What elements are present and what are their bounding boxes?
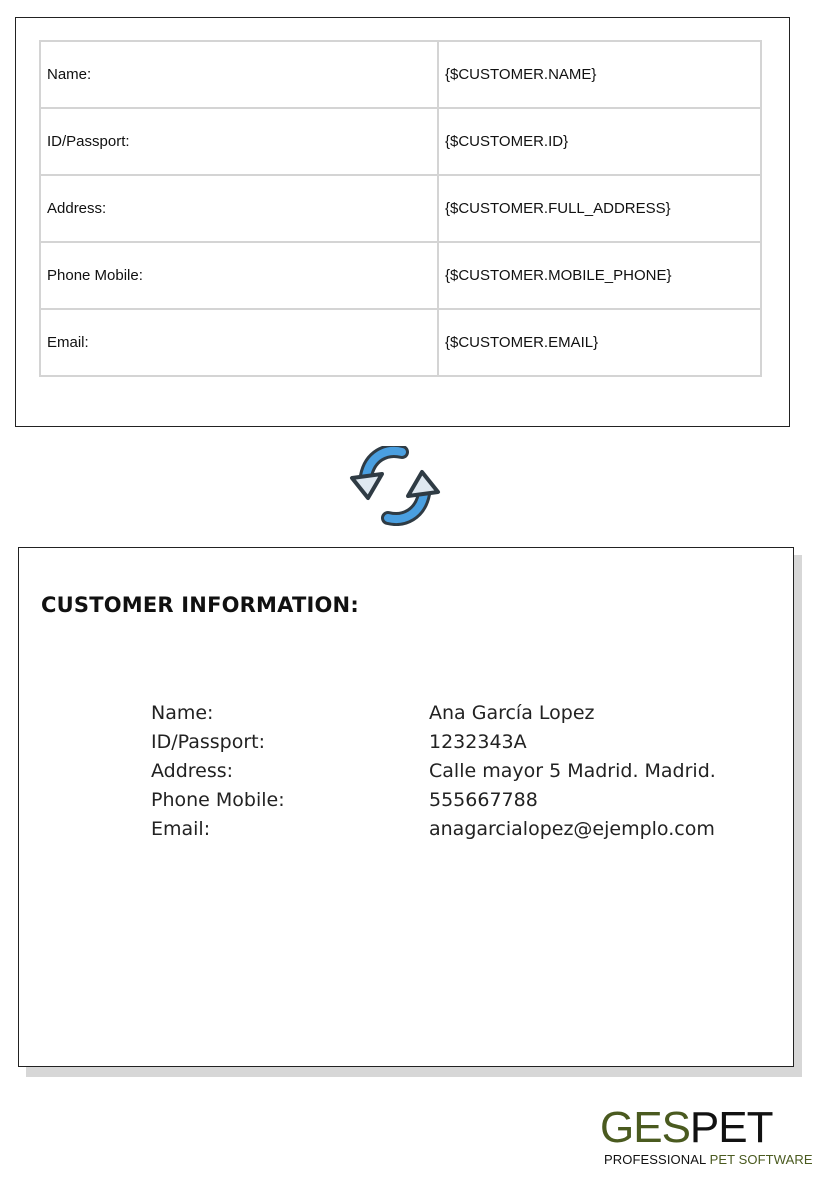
info-label: Phone Mobile: [151,788,285,811]
template-label: Phone Mobile: [40,242,438,309]
template-row [40,41,761,108]
template-label: ID/Passport: [40,108,438,175]
template-panel [15,17,790,427]
template-row [40,242,761,309]
logo-tagline-part1: PROFESSIONAL [604,1152,710,1167]
info-label: Email: [151,817,211,840]
template-placeholder: {$CUSTOMER.EMAIL} [438,309,761,376]
template-label: Name: [40,41,438,108]
template-label: Address: [40,175,438,242]
template-label: Email: [40,309,438,376]
template-table [39,40,762,377]
info-row [151,727,716,756]
logo-tagline [604,1152,813,1167]
template-row [40,108,761,175]
info-value: anagarcialopez@ejemplo.com [429,817,715,840]
info-row [151,785,716,814]
logo-tagline-part2: PET SOFTWARE [709,1152,813,1167]
template-placeholder: {$CUSTOMER.MOBILE_PHONE} [438,242,761,309]
info-value: Ana García Lopez [429,701,595,724]
logo-ges: GES [600,1103,690,1152]
card-title: CUSTOMER INFORMATION: [41,593,359,617]
template-placeholder: {$CUSTOMER.ID} [438,108,761,175]
info-row [151,756,716,785]
info-value: Calle mayor 5 Madrid. Madrid. [429,759,716,782]
info-label: ID/Passport: [151,730,266,753]
template-row [40,175,761,242]
info-row [151,814,716,843]
info-label: Name: [151,701,214,724]
info-value: 555667788 [429,788,538,811]
gespet-logo [600,1103,813,1172]
template-row [40,309,761,376]
info-value: 1232343A [429,730,527,753]
logo-pet: PET [689,1103,773,1152]
info-row [151,698,716,727]
customer-info-list [151,698,716,843]
logo-wordmark [600,1103,773,1152]
info-label: Address: [151,759,234,782]
template-placeholder: {$CUSTOMER.FULL_ADDRESS} [438,175,761,242]
sync-arrows-icon [346,446,444,526]
template-placeholder: {$CUSTOMER.NAME} [438,41,761,108]
customer-info-card [18,547,794,1067]
